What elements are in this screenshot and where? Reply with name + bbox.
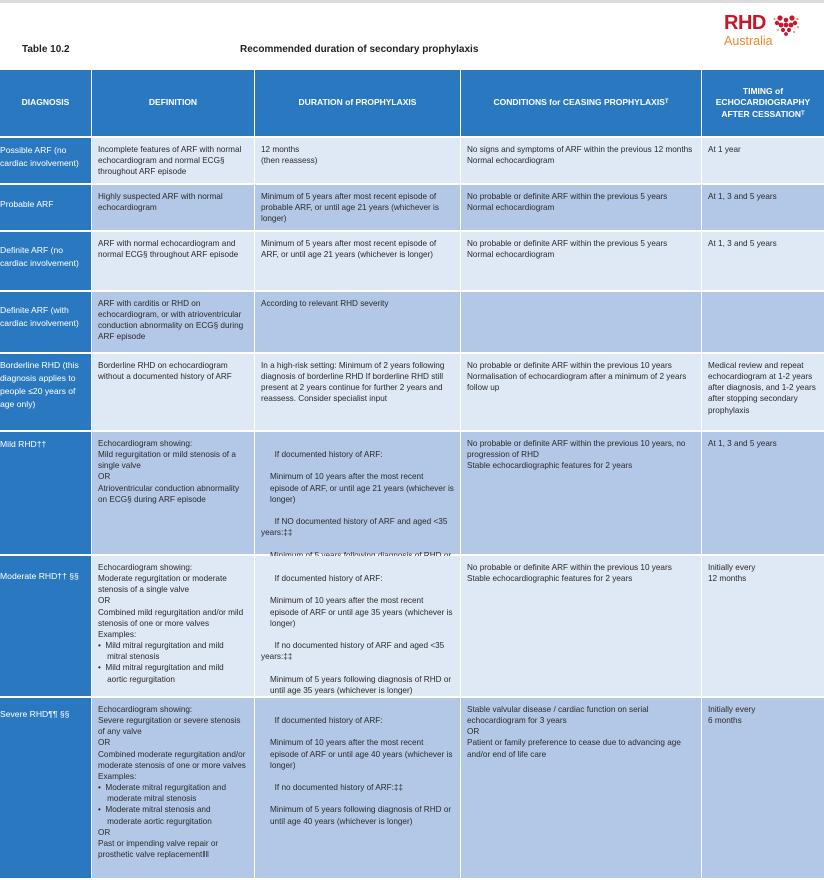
timing-cell <box>702 292 824 352</box>
duration-cell: Minimum of 5 years after most recent episode of probable ARF, or until age 21 years (whichever is longer) <box>255 185 461 230</box>
table-row <box>0 183 824 230</box>
table-row <box>0 696 824 878</box>
duration-cell <box>255 698 461 878</box>
table-row <box>0 290 824 352</box>
heart-dots-icon <box>773 13 799 37</box>
conditions-cell: No probable or definite ARF within the previous 10 years Normalisation of echocardiogram after a minimum of 2 years follow up <box>461 354 702 430</box>
duration-cell <box>255 432 461 554</box>
conditions-cell <box>461 292 702 352</box>
timing-cell: Initially every 12 months <box>702 556 824 696</box>
conditions-cell: No probable or definite ARF within the previous 5 years Normal echocardiogram <box>461 232 702 290</box>
duration-cell: Minimum of 5 years after most recent episode of ARF, or until age 21 years (whichever is longer) <box>255 232 461 290</box>
conditions-cell: No probable or definite ARF within the previous 5 years Normal echocardiogram <box>461 185 702 230</box>
diagnosis-cell: Borderline RHD (this diagnosis applies to people ≤20 years of age only) <box>0 354 92 430</box>
definition-cell: Borderline RHD on echocardiogram without a documented history of ARF <box>92 354 255 430</box>
top-rule <box>0 0 824 3</box>
prophylaxis-table <box>0 70 824 878</box>
logo-rhd-text: RHD <box>724 12 766 34</box>
duration-cell: In a high-risk setting: Minimum of 2 years following diagnosis of borderline RHD If borderline RHD still present at 2 years continue for further 2 years and reassess. Consider specialist input <box>255 354 461 430</box>
duration-line: If documented history of ARF: <box>274 574 383 584</box>
diagnosis-cell: Probable ARF <box>0 185 92 230</box>
definition-cell: ARF with normal echocardiogram and normal ECG§ throughout ARF episode <box>92 232 255 290</box>
conditions-cell: No signs and symptoms of ARF within the previous 12 months Normal echocardiogram <box>461 138 702 183</box>
table-row <box>0 352 824 430</box>
duration-line: Minimum of 5 years following diagnosis of RHD or until age 35 years (whichever is longer) <box>270 674 454 695</box>
diagnosis-cell: Definite ARF (with cardiac involvement) <box>0 292 92 352</box>
definition-cell: Echocardiogram showing: Moderate regurgitation or moderate stenosis of a single valve OR Combined mild regurgitation and/or mild stenosis of one or more valves Examples: • Mild mitral regurgitation and mild mitral stenosis • Mild mitral regurgitation and mild aortic regurgitation <box>92 556 255 696</box>
timing-cell: At 1, 3 and 5 years <box>702 232 824 290</box>
conditions-cell: Stable valvular disease / cardiac function on serial echocardiogram for 3 years OR Patient or family preference to cease due to advancing age and/or end of life care <box>461 698 702 878</box>
definition-cell: Highly suspected ARF with normal echocardiogram <box>92 185 255 230</box>
duration-cell <box>255 556 461 696</box>
duration-line: If no documented history of ARF and aged <35 years:‡‡ <box>261 641 447 662</box>
rhd-australia-logo <box>724 12 816 52</box>
table-row <box>0 554 824 696</box>
duration-line: If no documented history of ARF:‡‡ <box>274 783 403 793</box>
table-title: Recommended duration of secondary prophylaxis <box>240 44 479 55</box>
duration-line: Minimum of 10 years after the most recent episode of ARF or until age 40 years (whichever is longer) <box>270 738 455 770</box>
duration-line: If NO documented history of ARF and aged <35 years:‡‡ <box>261 517 450 538</box>
definition-cell: ARF with carditis or RHD on echocardiogram, or with atrioventricular conduction abnormality on ECG§ during ARF episode <box>92 292 255 352</box>
definition-cell: Echocardiogram showing: Severe regurgitation or severe stenosis of any valve OR Combined moderate regurgitation and/or moderate stenosis of one or more valves Examples: • Moderate mitral regurgitation and moderate mitral stenosis • Moderate mitral stenosis and moderate aortic regurgitation OR Past or impending valve repair or prosthetic valve replacement‖‖ <box>92 698 255 878</box>
col-header-definition: DEFINITION <box>92 70 255 136</box>
col-header-diagnosis: DIAGNOSIS <box>0 70 92 136</box>
timing-cell: Medical review and repeat echocardiogram at 1-2 years after diagnosis, and 1-2 years after stopping secondary prophylaxis <box>702 354 824 430</box>
duration-line: Minimum of 10 years after the most recent episode of ARF, or until age 21 years (whichever is longer) <box>270 472 457 504</box>
col-header-conditions: CONDITIONS for CEASING PROPHYLAXISᵀ <box>461 70 702 136</box>
diagnosis-cell: Severe RHD¶¶ §§ <box>0 698 92 878</box>
diagnosis-cell: Moderate RHD†† §§ <box>0 556 92 696</box>
timing-cell: Initially every 6 months <box>702 698 824 878</box>
table-row <box>0 230 824 290</box>
table-row <box>0 430 824 554</box>
duration-cell: 12 months (then reassess) <box>255 138 461 183</box>
conditions-cell: No probable or definite ARF within the previous 10 years, no progression of RHD Stable echocardiographic features for 2 years <box>461 432 702 554</box>
table-row <box>0 136 824 183</box>
diagnosis-cell: Definite ARF (no cardiac involvement) <box>0 232 92 290</box>
diagnosis-cell: Mild RHD†† <box>0 432 92 554</box>
timing-cell: At 1 year <box>702 138 824 183</box>
duration-cell: According to relevant RHD severity <box>255 292 461 352</box>
duration-line: Minimum of 10 years after the most recent episode of ARF or until age 35 years (whichever is longer) <box>270 596 455 628</box>
table-header-row <box>0 70 824 136</box>
timing-cell: At 1, 3 and 5 years <box>702 432 824 554</box>
duration-line: If documented history of ARF: <box>274 450 383 460</box>
duration-line: If documented history of ARF: <box>274 716 383 726</box>
col-header-timing: TIMING of ECHOCARDIOGRAPHY AFTER CESSATIONᵀ <box>702 70 824 136</box>
definition-cell: Incomplete features of ARF with normal echocardiogram and normal ECG§ throughout ARF episode <box>92 138 255 183</box>
diagnosis-cell: Possible ARF (no cardiac involvement) <box>0 138 92 183</box>
duration-line: Minimum of 5 years following diagnosis of RHD or until age 40 years (whichever is longer) <box>270 805 454 826</box>
logo-australia-text: Australia <box>724 34 773 48</box>
col-header-duration: DURATION of PROPHYLAXIS <box>255 70 461 136</box>
timing-cell: At 1, 3 and 5 years <box>702 185 824 230</box>
conditions-cell: No probable or definite ARF within the previous 10 years Stable echocardiographic features for 2 years <box>461 556 702 696</box>
table-number: Table 10.2 <box>22 44 70 55</box>
definition-cell: Echocardiogram showing: Mild regurgitation or mild stenosis of a single valve OR Atrioventricular conduction abnormality on ECG§ during ARF episode <box>92 432 255 554</box>
